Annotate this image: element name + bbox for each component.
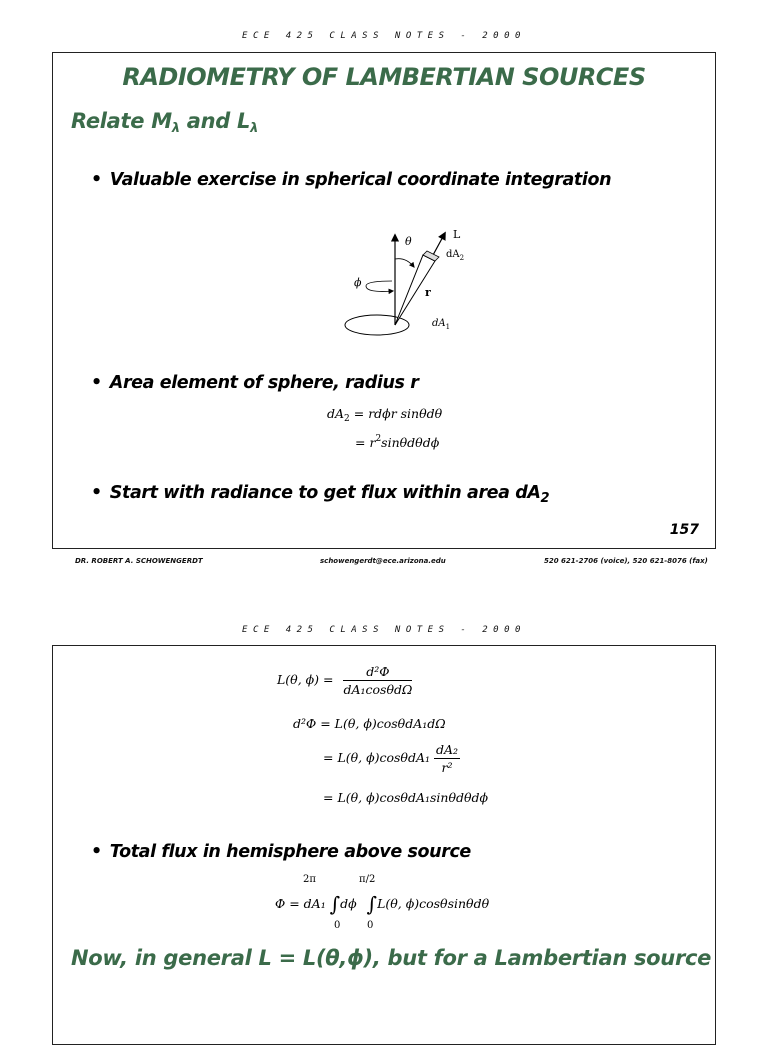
- diagram-label-phi: ϕ: [354, 276, 362, 289]
- diagram-label-r: r: [425, 286, 431, 299]
- equation-flux-expanded: = L(θ, ϕ)cosθdA₁sinθdθdϕ: [323, 790, 489, 805]
- bullet-radiance-flux: • Start with radiance to get flux within area $dA_2$: [91, 483, 550, 506]
- diagram-label-dA2: $dA_2$: [446, 249, 465, 262]
- equation-flux-substitution: = L(θ, ϕ)cosθdA₁ $\frac{\text{dA₂}}{\text{r²}}$: [323, 742, 459, 775]
- page-header: ECE 425 CLASS NOTES - 2000: [242, 31, 526, 41]
- bullet-area-element: • Area element of sphere, radius r: [91, 373, 419, 393]
- bullet-spherical-integration: • Valuable exercise in spherical coordinate integration: [91, 170, 612, 190]
- equation-area-element-1: $dA_2 = rd\phi r$ sinθdθ: [327, 406, 443, 424]
- diagram-label-dA1: $dA_1$: [432, 318, 451, 331]
- page-number: 157: [669, 522, 699, 538]
- slide-158: [52, 645, 716, 1045]
- integral-1-lower: 0: [334, 920, 341, 931]
- footer-phone: 520 621-2706 (voice), 520 621-8076 (fax): [544, 557, 708, 565]
- equation-flux-differential: d²Φ = L(θ, ϕ)cosθdA₁dΩ: [293, 716, 446, 731]
- footer-author: DR. ROBERT A. SCHOWENGERDT: [75, 557, 203, 565]
- slide-title: RADIOMETRY OF LAMBERTIAN SOURCES: [122, 63, 646, 91]
- bullet-total-flux: • Total flux in hemisphere above source: [91, 842, 471, 862]
- integral-1-upper: 2π: [303, 874, 316, 885]
- integral-2-upper: π/2: [359, 874, 376, 885]
- lambertian-statement: Now, in general L = L(θ,ϕ), but for a Lambertian source: [71, 946, 712, 970]
- slide-157: [52, 52, 716, 549]
- diagram-label-theta: θ: [405, 235, 412, 248]
- equation-total-flux: Φ = dA₁ ∫dϕ ∫L(θ, ϕ)cosθsinθdθ: [275, 892, 490, 916]
- equation-radiance-definition: L(θ, ϕ) = $\frac{\text{d²Φ}}{\text{dA₁cosθdΩ}}$: [277, 664, 413, 697]
- integral-2-lower: 0: [367, 920, 374, 931]
- slide-subtitle: Relate Mλ and Lλ: [71, 109, 259, 136]
- page-header-2: ECE 425 CLASS NOTES - 2000: [242, 625, 526, 635]
- diagram-label-L: L: [453, 228, 461, 241]
- equation-area-element-2: = $r^2\sin\theta d\theta d\phi$: [355, 434, 440, 450]
- footer-email: schowengerdt@ece.arizona.edu: [320, 557, 446, 565]
